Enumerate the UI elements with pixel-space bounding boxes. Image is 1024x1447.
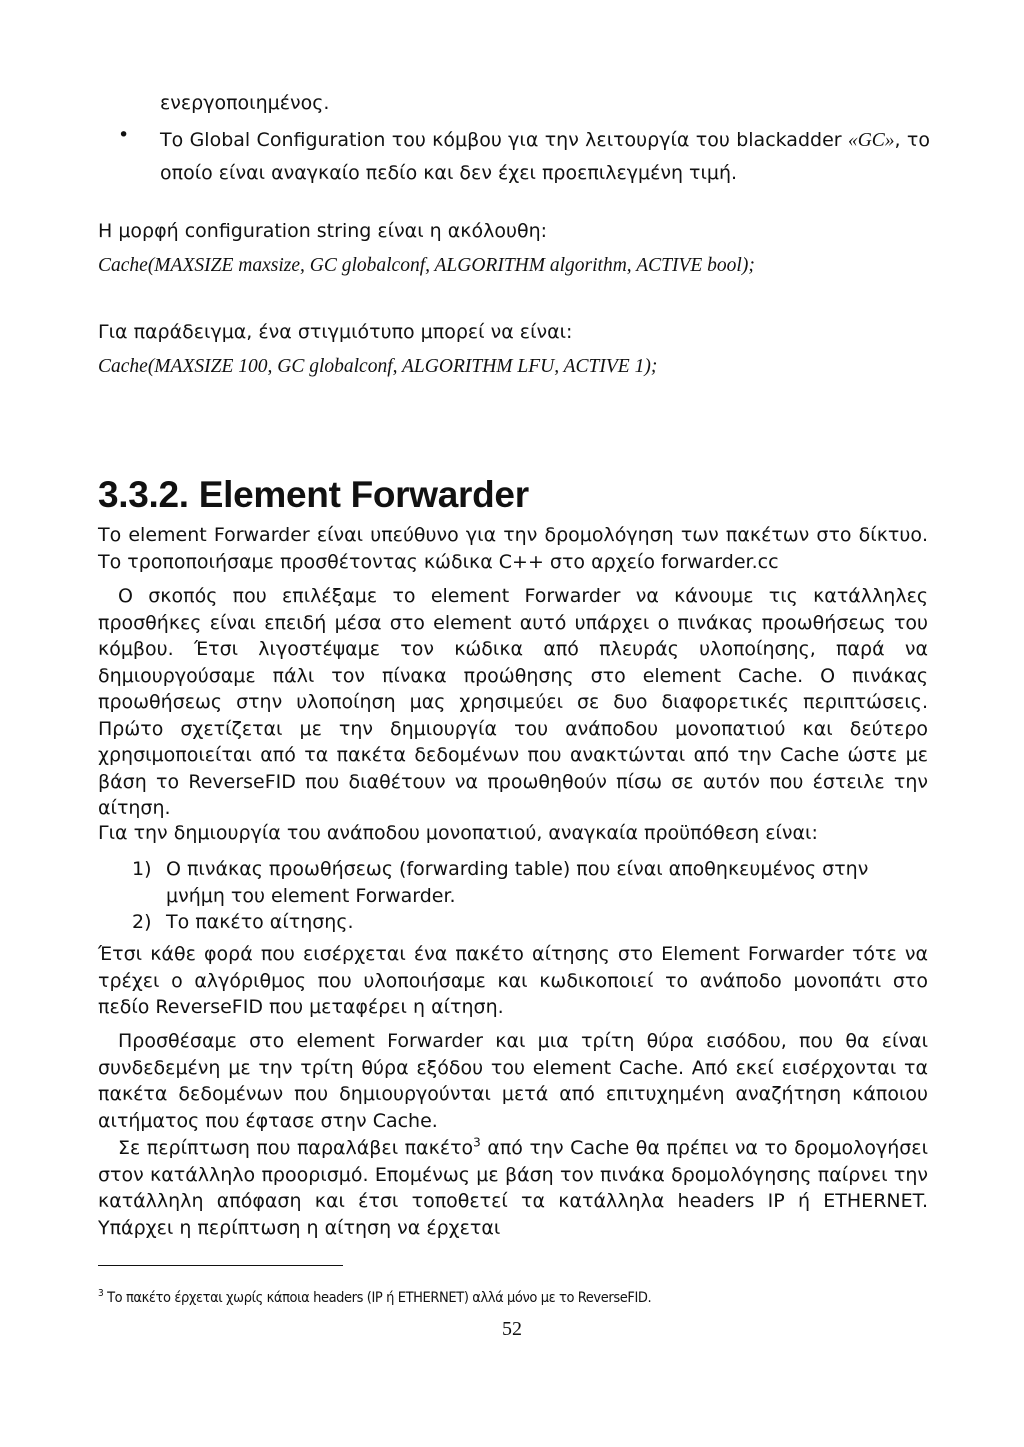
footnote-ref[interactable]: 3 [473, 1135, 481, 1150]
example-string: Cache(MAXSIZE 100, GC globalconf, ALGORITHM LFU, ACTIVE 1); [98, 356, 658, 377]
footnote-divider [98, 1265, 343, 1266]
bullet-text: Το Global Configuration του κόμβου για την λειτουργία του blackadder «GC», το οποίο είναι αναγκαίο πεδίο και δεν έχει προεπιλεγμένη τιμή. [160, 129, 930, 184]
prerequisite-list [132, 856, 928, 936]
page-number: 52 [502, 1318, 522, 1340]
paragraph-intro: Το element Forwarder είναι υπεύθυνο για την δρομολόγηση των πακέτων στο δίκτυο. Το τροποποιήσαμε προσθέτοντας κώδικα C++ στο αρχείο forwarder.cc [98, 524, 928, 573]
paragraph-routing: Σε περίπτωση που παραλάβει πακέτο$^3$ από την Cache θα πρέπει να το δρομολογήσει στον κατάλληλο προορισμό. Επομένως με βάση τον πινάκα δρομολόγησης παίρνει την κατάλληλη απόφαση και έτσι τοποθετεί τα κατάλληλα headers IP ή ETHERNET. Υπάρχει η περίπτωση η αίτηση να έρχεται [98, 1135, 929, 1239]
list-item: 1) Ο πινάκας προωθήσεως (forwarding table) που είναι αποθηκευμένος στην μνήμη του element Forwarder. [132, 858, 869, 907]
format-intro: Η μορφή configuration string είναι η ακόλουθη: [98, 220, 548, 242]
footnote: $^3$ Το πακέτο έρχεται χωρίς κάποια headers (IP ή ETHERNET) αλλά μόνο με το ReverseFID. [98, 1288, 652, 1306]
section-heading: 3.3.2. Element Forwarder [98, 474, 529, 515]
continuation-text: ενεργοποιημένος. [160, 92, 330, 114]
paragraph-third-port: Προσθέσαμε στο element Forwarder και μια τρίτη θύρα εισόδου, που θα είναι συνδεδεμένη με την τρίτη θύρα εξόδου του element Cache. Από εκεί εισέρχονται τα πακέτα δεδομένων που δημιουργούνται μετά από επιτυχημένη αναζήτηση κάποιου αιτήματος που έφτασε στην Cache. [98, 1030, 928, 1132]
gc-italic: «GC» [847, 130, 895, 151]
paragraph-algorithm: Έτσι κάθε φορά που εισέρχεται ένα πακέτο αίτησης στο Element Forwarder τότε να τρέχει ο αλγόριθμος που υλοποιήσαμε και κωδικοποιεί το ανάποδο μονοπάτι στο πεδίο ReverseFID που μεταφέρει η αίτηση. [98, 943, 928, 1018]
example-intro: Για παράδειγμα, ένα στιγμιότυπο μπορεί να είναι: [98, 321, 573, 343]
bullet-icon: • [118, 124, 130, 146]
format-string: Cache(MAXSIZE maxsize, GC globalconf, ALGORITHM algorithm, ACTIVE bool); [98, 255, 755, 276]
paragraph-purpose: Ο σκοπός που επιλέξαμε το element Forwarder να κάνουμε τις κατάλληλες προσθήκες είναι επειδή μέσα στο element αυτό υπάρχει ο πινάκας προωθήσεως του κόμβου. Έτσι λιγοστέψαμε τον κώδικα από πλευράς υλοποίησης, παρά να δημιουργούσαμε πάλι τον πίνακα προώθησης στο element Cache. Ο πινάκας προωθήσεως στην υλοποίηση μας χρησιμεύει σε δυο διαφορετικές περιπτώσεις. Πρώτο σχετίζεται με την δημιουργία του ανάποδου μονοπατιού και δεύτερο χρησιμοποιείται από τα πακέτα δεδομένων που ανακτώνται από την Cache ώστε με βάση το ReverseFID που διαθέτουν να προωθηθούν πίσω σε αυτόν που έστειλε την αίτηση. [98, 585, 928, 819]
paragraph-prerequisite: Για την δημιουργία του ανάποδου μονοπατιού, αναγκαία προϋπόθεση είναι: [98, 822, 818, 844]
list-item: 2) Το πακέτο αίτησης. [132, 911, 354, 933]
footnote-mark: 3 [98, 1288, 104, 1300]
